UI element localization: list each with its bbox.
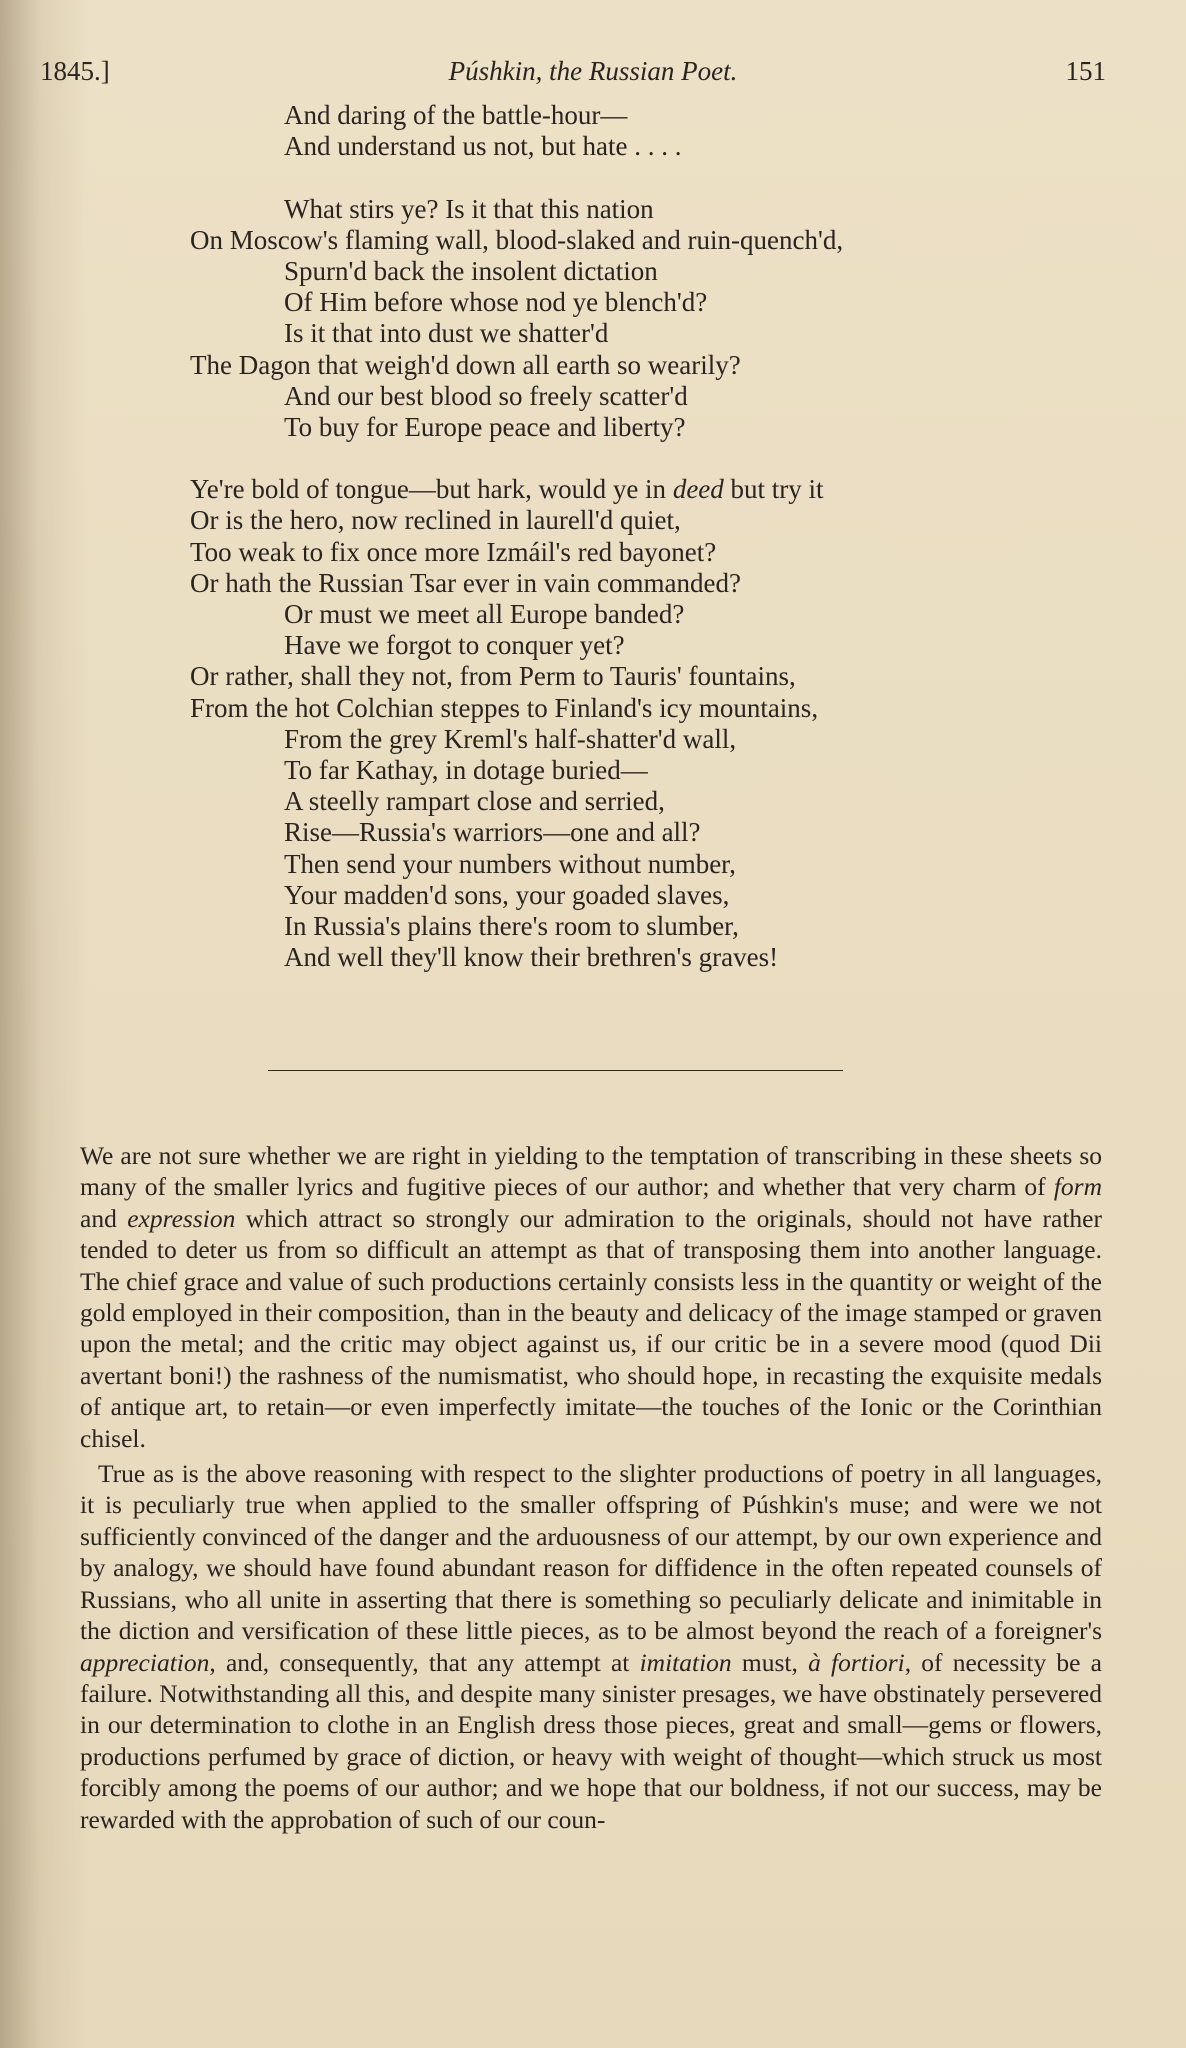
poem-line: On Moscow's flaming wall, blood-slaked and ruin-quench'd, bbox=[190, 224, 844, 255]
poem-line: Or hath the Russian Tsar ever in vain commanded? bbox=[190, 567, 741, 598]
paragraph-2 bbox=[80, 1458, 1102, 1835]
poem-line: The Dagon that weigh'd down all earth so wearily? bbox=[190, 349, 741, 380]
poem-line: Rise—Russia's warriors—one and all? bbox=[284, 817, 701, 848]
poem-line: And understand us not, but hate . . . . bbox=[284, 131, 682, 162]
paragraph-1-italic-expression: expression bbox=[127, 1203, 236, 1233]
stanza-break bbox=[0, 162, 1186, 193]
paragraph-1-text-c: which attract so strongly our admiration to the originals, should not have rather tended to deter us from so difficult an attempt as that of transposing them into another language. The chief grace and value of such productions certainly consists less in the quantity or weight of the gold employed in their composition, than in the beauty and delicacy of the image stamped or graven upon the metal; and the critic may object against us, if our critic be in a severe mood (quod Dii avertant boni!) the rashness of the numismatist, who should hope, in recasting the exquisite medals of antique art, to retain—or even imperfectly imitate—the touches of the Ionic or the Corinthian chisel. bbox=[80, 1203, 1102, 1453]
header-year: 1845.] bbox=[40, 56, 110, 86]
poem-line: Or must we meet all Europe banded? bbox=[284, 599, 685, 629]
poem-line-text: Ye're bold of tongue—but hark, would ye in bbox=[190, 474, 673, 505]
paragraph-2-italic-a-fortiori: à fortiori bbox=[808, 1647, 905, 1677]
poem-line: From the grey Kreml's half-shatter'd wall, bbox=[284, 723, 737, 754]
paragraph-2-text-d: , of necessity be a failure. Notwithstanding all this, and despite many sinister presages, we have obstinately persevered in our determination to clothe in an English dress those pieces, great and small—gems or flowers, productions perfumed by grace of diction, or heavy with weight of thought—which struck us most forcibly among the poems of our author; and we hope that our boldness, if not our success, may be rewarded with the approbation of such of our coun- bbox=[80, 1647, 1102, 1834]
paragraph-2-italic-appreciation: appreciation bbox=[80, 1647, 210, 1677]
paragraph-1-italic-form: form bbox=[1053, 1172, 1102, 1202]
poem-line: Your madden'd sons, your goaded slaves, bbox=[284, 879, 730, 910]
poem-line bbox=[0, 474, 1186, 505]
running-header bbox=[0, 56, 1186, 96]
paragraph-2-text-b: , and, consequently, that any attempt at bbox=[209, 1647, 640, 1677]
poem-line-italic: deed bbox=[672, 474, 724, 505]
poem-line: What stirs ye? Is it that this nation bbox=[284, 193, 654, 224]
poem-line-text: but try it bbox=[723, 474, 824, 505]
poem-block bbox=[0, 100, 1186, 973]
paragraph-1 bbox=[80, 1140, 1102, 1454]
stanza-break bbox=[0, 443, 1186, 474]
poem-line: To buy for Europe peace and liberty? bbox=[284, 411, 686, 442]
poem-line: Have we forgot to conquer yet? bbox=[284, 630, 625, 661]
poem-line: Too weak to fix once more Izmáil's red bayonet? bbox=[190, 536, 717, 567]
section-divider bbox=[268, 1070, 843, 1071]
paragraph-2-italic-imitation: imitation bbox=[639, 1647, 732, 1677]
poem-line: Of Him before whose nod ye blench'd? bbox=[284, 287, 708, 318]
poem-line: Then send your numbers without number, bbox=[284, 848, 736, 879]
paragraph-2-text-c: must, bbox=[731, 1647, 809, 1677]
poem-line: To far Kathay, in dotage buried— bbox=[284, 754, 648, 785]
poem-line: Or is the hero, now reclined in laurell'd quiet, bbox=[190, 505, 681, 536]
poem-line: And well they'll know their brethren's graves! bbox=[284, 942, 779, 973]
paragraph-1-text-b: and bbox=[80, 1203, 128, 1233]
poem-line: A steelly rampart close and serried, bbox=[284, 786, 665, 817]
poem-line: In Russia's plains there's room to slumber, bbox=[284, 910, 739, 941]
poem-line: Or rather, shall they not, from Perm to Tauris' fountains, bbox=[190, 661, 796, 692]
paragraph-2-text-a: True as is the above reasoning with respect to the slighter productions of poetry in all languages, it is peculiarly true when applied to the smaller offspring of Púshkin's muse; and were we not sufficiently convinced of the danger and the arduousness of our attempt, by our own experience and by analogy, we should have found abundant reason for diffidence in the often repeated counsels of Russians, who all unite in asserting that there is something so peculiarly delicate and inimitable in the diction and versification of these little pieces, as to be almost beyond the reach of a foreigner's bbox=[80, 1459, 1102, 1646]
poem-line: Is it that into dust we shatter'd bbox=[284, 318, 609, 349]
paragraph-1-text-a: We are not sure whether we are right in yielding to the temptation of transcribing in these sheets so many of the smaller lyrics and fugitive pieces of our author; and whether that very charm of bbox=[80, 1141, 1102, 1202]
prose-block bbox=[80, 1140, 1102, 1835]
poem-line: Spurn'd back the insolent dictation bbox=[284, 255, 658, 286]
page-number: 151 bbox=[1065, 56, 1106, 86]
poem-line: And daring of the battle-hour— bbox=[284, 100, 628, 130]
poem-line: And our best blood so freely scatter'd bbox=[284, 380, 688, 411]
poem-line: From the hot Colchian steppes to Finland's icy mountains, bbox=[190, 692, 819, 723]
header-title: Púshkin, the Russian Poet. bbox=[448, 56, 738, 86]
